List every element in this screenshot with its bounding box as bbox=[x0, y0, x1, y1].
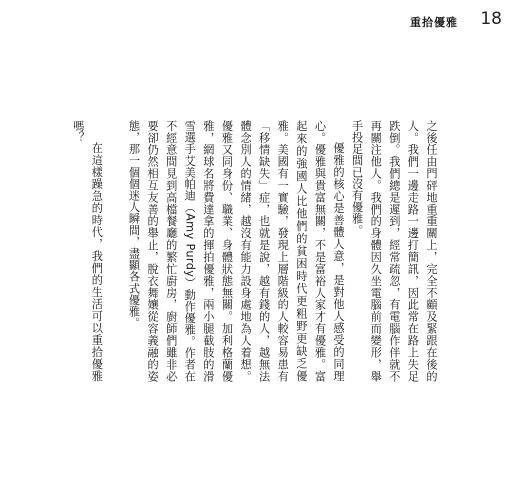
paragraph-3: 在這樣躁急的時代，我們的生活可以重拾優雅嗎？ bbox=[71, 120, 104, 382]
paragraph-1: 之後任由門砰地重重關上，完全不顧及緊跟在後的人。我們一邊走路一邊打簡訊，因此常在路上失足跌倒。我們總是遲到，經常疏忽，有電腦作伴就不再關注他人。我們的身體因久坐電腦前而變形，舉手投足間已沒有優雅。 bbox=[350, 120, 438, 382]
page-number: 18 bbox=[480, 9, 502, 29]
paragraph-2: 優雅的核心是善體人意，是對他人感受的同理心。優雅與貴富無關，不是富裕人家才有優雅。富起來的強國人比他們的貧困時代更粗野更缺乏優雅。美國有一實驗，發現上層階級的人較容易患有「移情缺失」症，也就是說，越有錢的人，越無法體念別人的情緒，越沒有能力設身處地為人着想。優雅又同身份、職業、身體狀態無關。加利格蘭優雅，網球名將費達拿的揮拍優雅，兩小腿截肢的滑雪選手艾美帕迪（Amy Purdy）動作優雅。作者在不經意間見到高檔餐廳的繁忙廚房，廚師們雖非必要卻仍然相互友善的舉止，脫衣舞孃從容義融的姿態，那一個個迷人瞬間，盡顯各式優雅。 bbox=[127, 120, 346, 382]
body-text bbox=[71, 120, 440, 382]
chapter-title: 重拾優雅 bbox=[410, 16, 458, 29]
